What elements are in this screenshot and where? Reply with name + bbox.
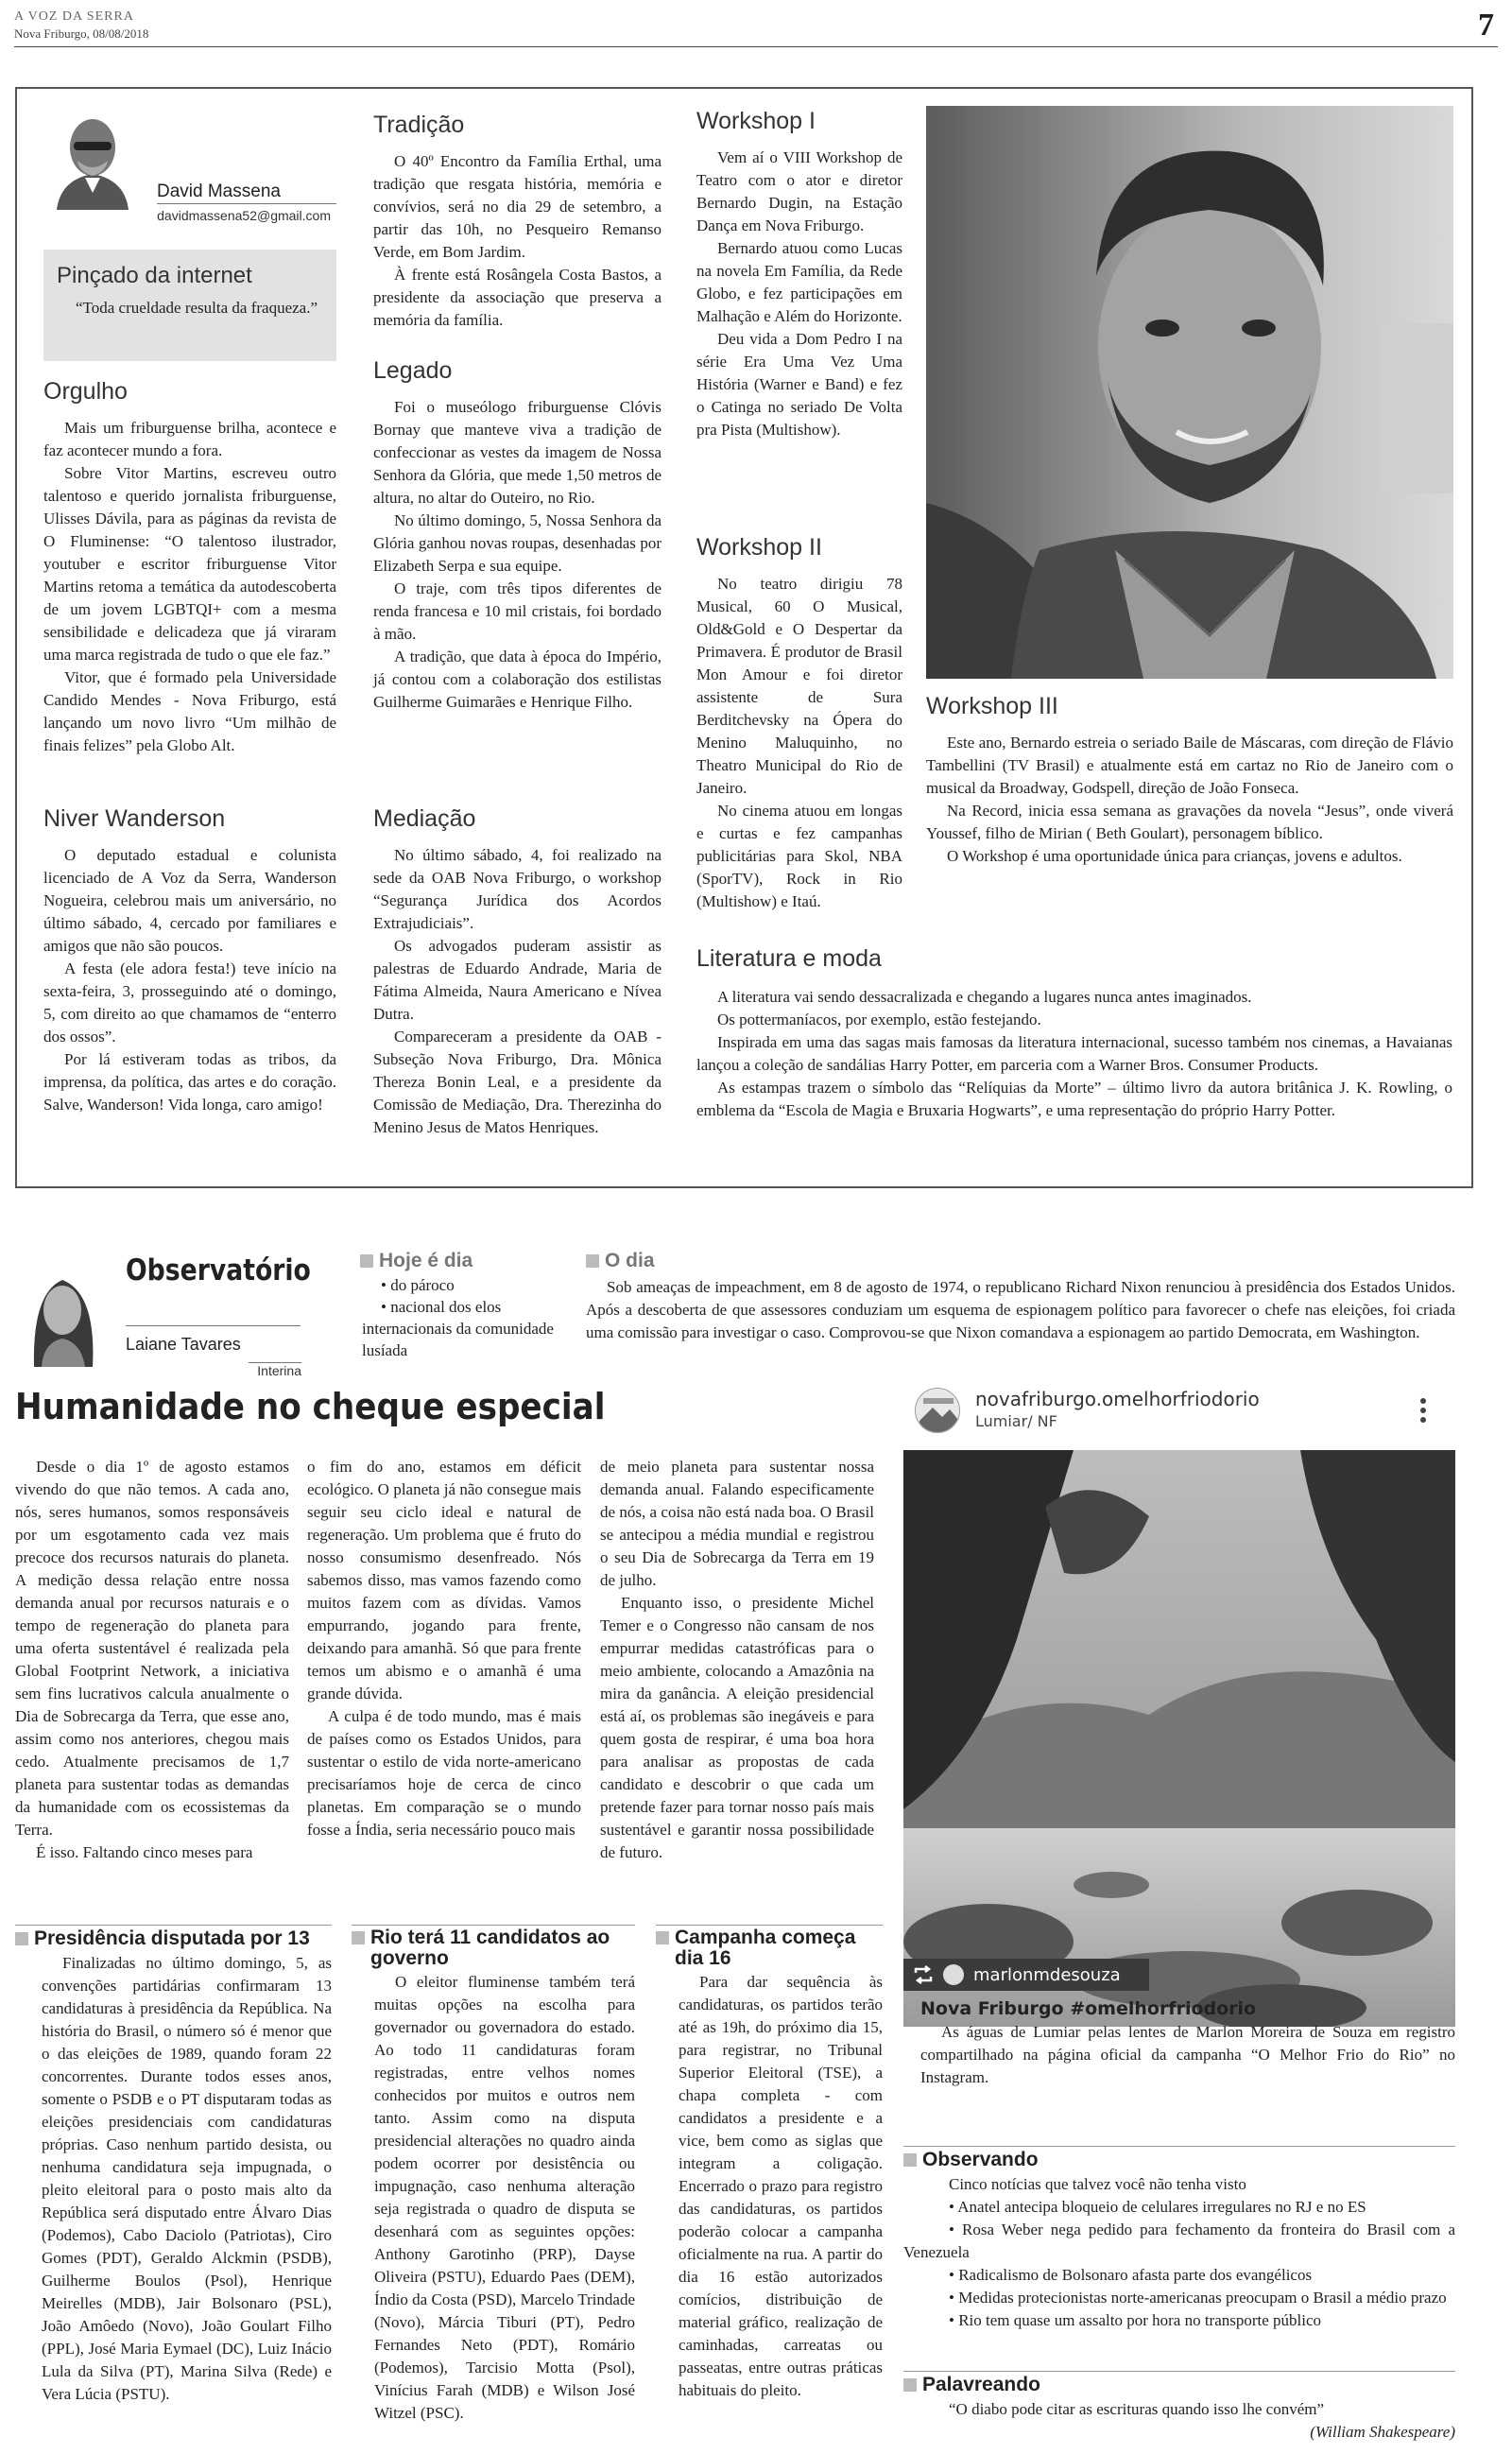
photo-title: Nova Friburgo #omelhorfriodorio	[920, 1998, 1257, 2019]
campanha-text: Para dar sequência às candidaturas, os partidos terão até as 19h, do próximo dia 15, para registrar, no Tribunal Superior Eleitoral (TSE), a chapa completa - com candidatos a presidente e a vice, bem como as siglas que integram a coligação. Encerrado o prazo para registro das candidaturas, os partidos poderão colocar a campanha oficialmente na rua. A partir do dia 16 estão autorizados comícios, distribuição de material gráfico, realização de caminhadas, carreatas ou passeatas, entre outras práticas habituais do pleito.	[679, 1973, 883, 2399]
observando-item: • Anatel antecipa bloqueio de celulares irregulares no RJ e no ES	[903, 2196, 1455, 2219]
insta-location: Lumiar/ NF	[975, 1412, 1057, 1430]
literatura-section	[696, 945, 1452, 1122]
workshop2-paragraph: No cinema atuou em longas e curtas e fez campanhas publicitárias para Skol, NBA (SporTV), Rock in Rio (Multishow) e Itaú.	[696, 802, 902, 910]
mediacao-paragraph: Os advogados puderam assistir as palestras de Eduardo Andrade, Maria de Fátima Almeida, Naura Americano e Nívea Dutra.	[373, 937, 662, 1023]
observatorio-rule	[126, 1325, 301, 1326]
hoje-title: Hoje é dia	[379, 1250, 473, 1271]
rio-title: Rio terá 11 candidatos ao governo	[370, 1927, 610, 1969]
article-paragraph: É isso. Faltando cinco meses para	[36, 1843, 253, 1861]
tradicao-paragraph: À frente está Rosângela Costa Bastos, a presidente da associação que preserva a memória da família.	[373, 266, 662, 329]
page-date: Nova Friburgo, 08/08/2018	[14, 26, 149, 41]
workshop1-paragraph: Vem aí o VIII Workshop de Teatro com o ator e diretor Bernardo Dugin, na Estação Dança em Nova Friburgo.	[696, 148, 902, 234]
tradicao-section	[373, 112, 662, 332]
article-paragraph: A culpa é de todo mundo, mas é mais de países como os Estados Unidos, para sustentar o estilo de vida norte-americano precisaríamos hoje de cerca de cinco planetas. Em comparação se o mundo fosse a Índia, seria necessário pouco mais	[307, 1707, 581, 1839]
palavreando-author: (William Shakespeare)	[1310, 2423, 1455, 2441]
workshop1-paragraph: Bernardo atuou como Lucas na novela Em Família, da Rede Globo, e fez participações em Malhação e Além do Horizonte.	[696, 239, 902, 325]
workshop1-section	[696, 108, 902, 441]
page-number: 7	[1478, 8, 1494, 43]
orgulho-title: Orgulho	[43, 378, 128, 405]
workshop3-title: Workshop III	[926, 693, 1058, 719]
niver-paragraph: A festa (ele adora festa!) teve início na sexta-feira, 3, prosseguindo até o domingo, 5, com direito ao que chamamos de “enterro dos ossos”.	[43, 959, 336, 1046]
article-paragraph: de meio planeta para sustentar nossa demanda anual. Falando especificamente de nós, a coisa não está nada boa. O Brasil se antecipou a média mundial e registrou o seu Dia de Sobrecarga da Terra em 19 de julho.	[600, 1458, 874, 1589]
page-header	[14, 8, 1498, 47]
insta-user-bar	[903, 1959, 1149, 1991]
orgulho-section	[43, 378, 336, 757]
observando-section	[903, 2146, 1455, 2332]
palavreando-title: Palavreando	[922, 2374, 1040, 2395]
odia-text: Sob ameaças de impeachment, em 8 de agosto de 1974, o republicano Richard Nixon renunciou à presidência dos Estados Unidos. Após a descoberta de que assessores conduziam um esquema de espionagem político para favorecer o chefe nas eleições, foi criada uma comissão para investigar o caso. Comprovou-se que Nixon comandava a espionagem ao partido Democrata, em Washington.	[586, 1278, 1455, 1341]
rio-text: O eleitor fluminense também terá muitas opções na escolha para governador ou governadora do estado. Ao todo 11 candidaturas foram registradas, entre velhos nomes conhecidos por muitos e outros nem tanto. Assim como na disputa presidencial alterações no quadro ainda podem ocorrer por desistência ou impugnação, caso nenhuma alteração seja registrada o quadro de disputa se desenhará com as seguintes opções: Anthony Garotinho (PRP), Dayse Oliveira (PSTU), Eduardo Paes (DEM), Índio da Costa (PSD), Marcelo Trindade (Novo), Márcia Tiburi (PT), Pedro Fernandes Neto (PDT), Romário (Podemos), Tarcisio Motta (Psol), Vinícius Farah (MDB) e Wilson José Witzel (PSC).	[374, 1973, 635, 2422]
square-icon	[360, 1254, 373, 1268]
niver-section	[43, 805, 336, 1116]
hoje-section	[360, 1250, 558, 1361]
lumiar-photo	[903, 1450, 1455, 2027]
tradicao-paragraph: O 40º Encontro da Família Erthal, uma tradição que resgata história, memória e convívios, será no dia 29 de setembro, a partir das 10h, no Pesqueiro Remanso Verde, em Bom Jardim.	[373, 152, 662, 261]
legado-paragraph: A tradição, que data à época do Império, já contou com a colaboração dos estilistas Guilherme Guimarães e Henrique Filho.	[373, 648, 662, 711]
hoje-item: • nacional dos elos internacionais da comunidade lusíada	[362, 1298, 554, 1359]
palavreando-quote: “O diabo pode citar as escrituras quando isso lhe convém”	[949, 2400, 1325, 2418]
article-column-3	[600, 1456, 874, 1864]
rio-section	[352, 1925, 635, 2425]
photo-caption-section	[920, 1998, 1455, 2089]
observando-item: • Rio tem quase um assalto por hora no transporte público	[903, 2309, 1455, 2332]
article-paragraph: o fim do ano, estamos em déficit ecológico. O planeta já não consegue mais seguir seu ciclo ideal e natural de regeneração. Um problema que é fruto do nosso consumismo desenfreado. Nós sabemos disso, mas vamos fazendo como muitos fazem com as dívidas. Vamos empurrando, jogando para frente, deixando para amanhã. Só que para frente temos um abismo e o amanhã é uma grande dúvida.	[307, 1458, 581, 1702]
literatura-paragraph: Inspirada em uma das sagas mais famosas da literatura internacional, sucesso também nos cinemas, a Havaianas lançou a coleção de sandálias Harry Potter, em parceria com a Warner Bros. Consumer Products.	[696, 1033, 1452, 1074]
legado-paragraph: No último domingo, 5, Nossa Senhora da Glória ganhou novas roupas, desenhadas por Elizabeth Serpa e sua equipe.	[373, 511, 662, 575]
pincado-title: Pinçado da internet	[57, 263, 252, 288]
palavreando-section	[903, 2371, 1455, 2444]
workshop3-paragraph: O Workshop é uma oportunidade única para crianças, jovens e adultos.	[947, 847, 1402, 865]
orgulho-paragraph: Vitor, que é formado pela Universidade Candido Mendes - Nova Friburgo, está lançando um novo livro “Um milhão de finais felizes” pela Globo Alt.	[43, 668, 336, 754]
article-column-2	[307, 1456, 581, 1841]
workshop1-paragraph: Deu vida a Dom Pedro I na série Era Uma Vez Uma História (Warner e Band) e fez o Catinga no seriado De Volta pra Pista (Multishow).	[696, 330, 902, 439]
literatura-paragraph: Os pottermaníacos, por exemplo, estão festejando.	[717, 1011, 1041, 1028]
tradicao-title: Tradição	[373, 112, 465, 138]
pincado-box	[43, 250, 336, 361]
hoje-item: • do pároco	[381, 1276, 455, 1294]
presidencia-text: Finalizadas no último domingo, 5, as convenções partidárias confirmaram 13 candidaturas à presidência da República. Na história do Brasil, o número só é menor que o das eleições de 1989, quando foram 22 concorrentes. Durante todos esses anos, somente o PSDB e o PT disputaram todas as eleições presidenciais com candidaturas próprias. Caso nenhum partido desista, ou nenhuma candidatura seja impugnada, o pleito eleitoral para o posto mais alto da República será disputado entre Álvaro Dias (Podemos), Cabo Daciolo (Patriotas), Ciro Gomes (PDT), Geraldo Alckmin (PSDB), Guilherme Boulos (Psol), Henrique Meirelles (MDB), Jair Bolsonaro (PSL), João Amôedo (Novo), João Goulart Filho (PPL), José Maria Eymael (DC), Luiz Inácio Lula da Silva (PT), Marina Silva (Rede) e Vera Lúcia (PSTU).	[42, 1954, 332, 2403]
legado-section	[373, 357, 662, 714]
orgulho-paragraph: Mais um friburguense brilha, acontece e faz acontecer mundo a fora.	[43, 419, 336, 459]
workshop1-title: Workshop I	[696, 108, 816, 134]
article-paragraph: Desde o dia 1º de agosto estamos vivendo do que não temos. A cada ano, nós, seres humanos, somos responsáveis por um esgotamento cada vez mais precoce dos recursos naturais do planeta. A medição dessa relação entre nossa demanda anual por recursos naturais e o tempo de regeneração do planeta para uma oferta sustentável é realizada pela Global Footprint Network, a iniciativa sem fins lucrativos calcula anualmente o Dia de Sobrecarga da Terra, que esse ano, assim como nos anteriores, chegou mais cedo. Atualmente precisamos de 1,7 planeta para sustentar todas as demandas da humanidade com os ecossistemas da Terra.	[15, 1458, 289, 1839]
square-icon	[903, 2153, 917, 2167]
legado-paragraph: Foi o museólogo friburguense Clóvis Bornay que manteve viva a tradição de confeccionar as vestes da imagem de Nossa Senhora da Glória, que mede 1,50 metros de altura, no altar do Outeiro, no Rio.	[373, 398, 662, 507]
more-options-icon[interactable]	[1419, 1397, 1427, 1424]
observando-item: • Rosa Weber nega pedido para fechamento da fronteira do Brasil com a Venezuela	[903, 2219, 1455, 2264]
observando-title: Observando	[922, 2149, 1039, 2170]
legado-title: Legado	[373, 357, 453, 384]
observando-intro: Cinco notícias que talvez você não tenha visto	[949, 2175, 1246, 2193]
square-icon	[903, 2378, 917, 2392]
observatorio-role: Interina	[249, 1362, 301, 1378]
mediacao-title: Mediação	[373, 805, 476, 832]
user-avatar-icon	[943, 1964, 964, 1985]
literatura-paragraph: As estampas trazem o símbolo das “Relíquias da Morte” – último livro da autora britânica J. K. Rowling, o emblema da “Escola de Magia e Bruxaria Hogwarts”, e uma representação do próprio Harry Potter.	[696, 1079, 1452, 1119]
observando-item: • Radicalismo de Bolsonaro afasta parte dos evangélicos	[903, 2264, 1455, 2287]
square-icon	[15, 1932, 28, 1945]
observatorio-avatar	[15, 1255, 110, 1367]
presidencia-title: Presidência disputada por 13	[34, 1927, 310, 1949]
bernardo-photo	[926, 106, 1453, 679]
workshop2-paragraph: No teatro dirigiu 78 Musical, 60 O Musical, Old&Gold e O Despertar da Primavera. É produtor de Brasil Mon Amour e foi diretor assistente de Sura Berditchevsky na Ópera do Menino Maluquinho, no Theatro Municipal do Rio de Janeiro.	[696, 575, 902, 797]
workshop3-section	[926, 693, 1453, 868]
author-avatar	[49, 106, 136, 210]
instagram-header	[903, 1378, 1455, 1437]
mediacao-paragraph: No último sábado, 4, foi realizado na sede da OAB Nova Friburgo, o workshop “Segurança Jurídica dos Acordos Extrajudiciais”.	[373, 846, 662, 932]
legado-paragraph: O traje, com três tipos diferentes de renda francesa e 10 mil cristais, foi bordado à mão.	[373, 579, 662, 643]
campanha-title: Campanha começa dia 16	[675, 1927, 856, 1969]
workshop3-paragraph: Na Record, inicia essa semana as gravações da novela “Jesus”, onde viverá Youssef, filho de Mirian ( Beth Goulart), personagem bíblico.	[926, 802, 1453, 842]
insta-avatar	[915, 1388, 960, 1433]
author-email[interactable]: davidmassena52@gmail.com	[157, 208, 331, 223]
article-paragraph: Enquanto isso, o presidente Michel Temer e o Congresso não cansam de nos empurrar medidas catastróficas para o meio ambiente, colocando a Amazônia na mira da ganância. A eleição presidencial está aí, os problemas são inegáveis e para quem gosta de respirar, é uma boa hora para analisar as propostas de cada candidato e descobrir o que cada um pretende fazer para tornar nosso país mais sustentável e garantir nossa possibilidade de futuro.	[600, 1594, 874, 1861]
orgulho-paragraph: Sobre Vitor Martins, escreveu outro talentoso e querido jornalista friburguense, Ulisses Dávila, para as páginas da revista de O Fluminense: “O talentoso ilustrador, youtuber e escritor friburguense Vitor Martins retoma a temática da autodescoberta de um jovem LGBTQI+ com a mesma sensibilidade e delicadeza que já viraram uma marca registrada de tudo o que ele faz.”	[43, 464, 336, 664]
odia-section	[586, 1250, 1455, 1344]
literatura-paragraph: A literatura vai sendo dessacralizada e chegando a lugares nunca antes imaginados.	[717, 988, 1252, 1006]
article-column-1	[15, 1456, 289, 1864]
observatorio-title: Observatório	[126, 1253, 311, 1287]
mediacao-section	[373, 805, 662, 1139]
author-name: David Massena	[157, 181, 281, 201]
literatura-title: Literatura e moda	[696, 945, 882, 972]
niver-paragraph: O deputado estadual e colunista licenciado de A Voz da Serra, Wanderson Nogueira, celebrou mais um aniversário, no último sábado, 4, cercado por familiares e amigos que não são poucos.	[43, 846, 336, 955]
pincado-text: “Toda crueldade resulta da fraqueza.”	[76, 299, 318, 317]
workshop2-section	[696, 534, 902, 913]
presidencia-section	[15, 1925, 332, 2406]
square-icon	[586, 1254, 599, 1268]
repost-icon	[913, 1965, 934, 1984]
observatorio-author: Laiane Tavares	[126, 1335, 241, 1354]
observando-item: • Medidas protecionistas norte-americanas preocupam o Brasil a médio prazo	[903, 2287, 1455, 2309]
workshop2-title: Workshop II	[696, 534, 822, 561]
photo-caption: As águas de Lumiar pelas lentes de Marlon Moreira de Souza em registro compartilhado na página oficial da campanha “O Melhor Frio do Rio” no Instagram.	[920, 2023, 1455, 2086]
insta-username[interactable]: marlonmdesouza	[973, 1965, 1121, 1985]
square-icon	[656, 1931, 669, 1944]
workshop3-paragraph: Este ano, Bernardo estreia o seriado Baile de Máscaras, com direção de Flávio Tambellini (TV Brasil) e atualmente está em cartaz no Rio de Janeiro com o musical da Broadway, Godspell, direção de João Fonseca.	[926, 734, 1453, 797]
odia-title: O dia	[605, 1250, 655, 1271]
paper-name: A VOZ DA SERRA	[14, 9, 134, 24]
mediacao-paragraph: Compareceram a presidente da OAB - Subseção Nova Friburgo, Dra. Mônica Thereza Bonin Leal, e a presidente da Comissão de Mediação, Dra. Therezinha do Menino Jesus de Matos Henriques.	[373, 1028, 662, 1136]
insta-account[interactable]: novafriburgo.omelhorfriodorio	[975, 1388, 1260, 1410]
article-headline: Humanidade no cheque especial	[15, 1386, 606, 1427]
niver-title: Niver Wanderson	[43, 805, 226, 832]
niver-paragraph: Por lá estiveram todas as tribos, da imprensa, da política, das artes e do coração. Salve, Wanderson! Vida longa, caro amigo!	[43, 1050, 336, 1114]
campanha-section	[656, 1925, 883, 2402]
square-icon	[352, 1931, 365, 1944]
